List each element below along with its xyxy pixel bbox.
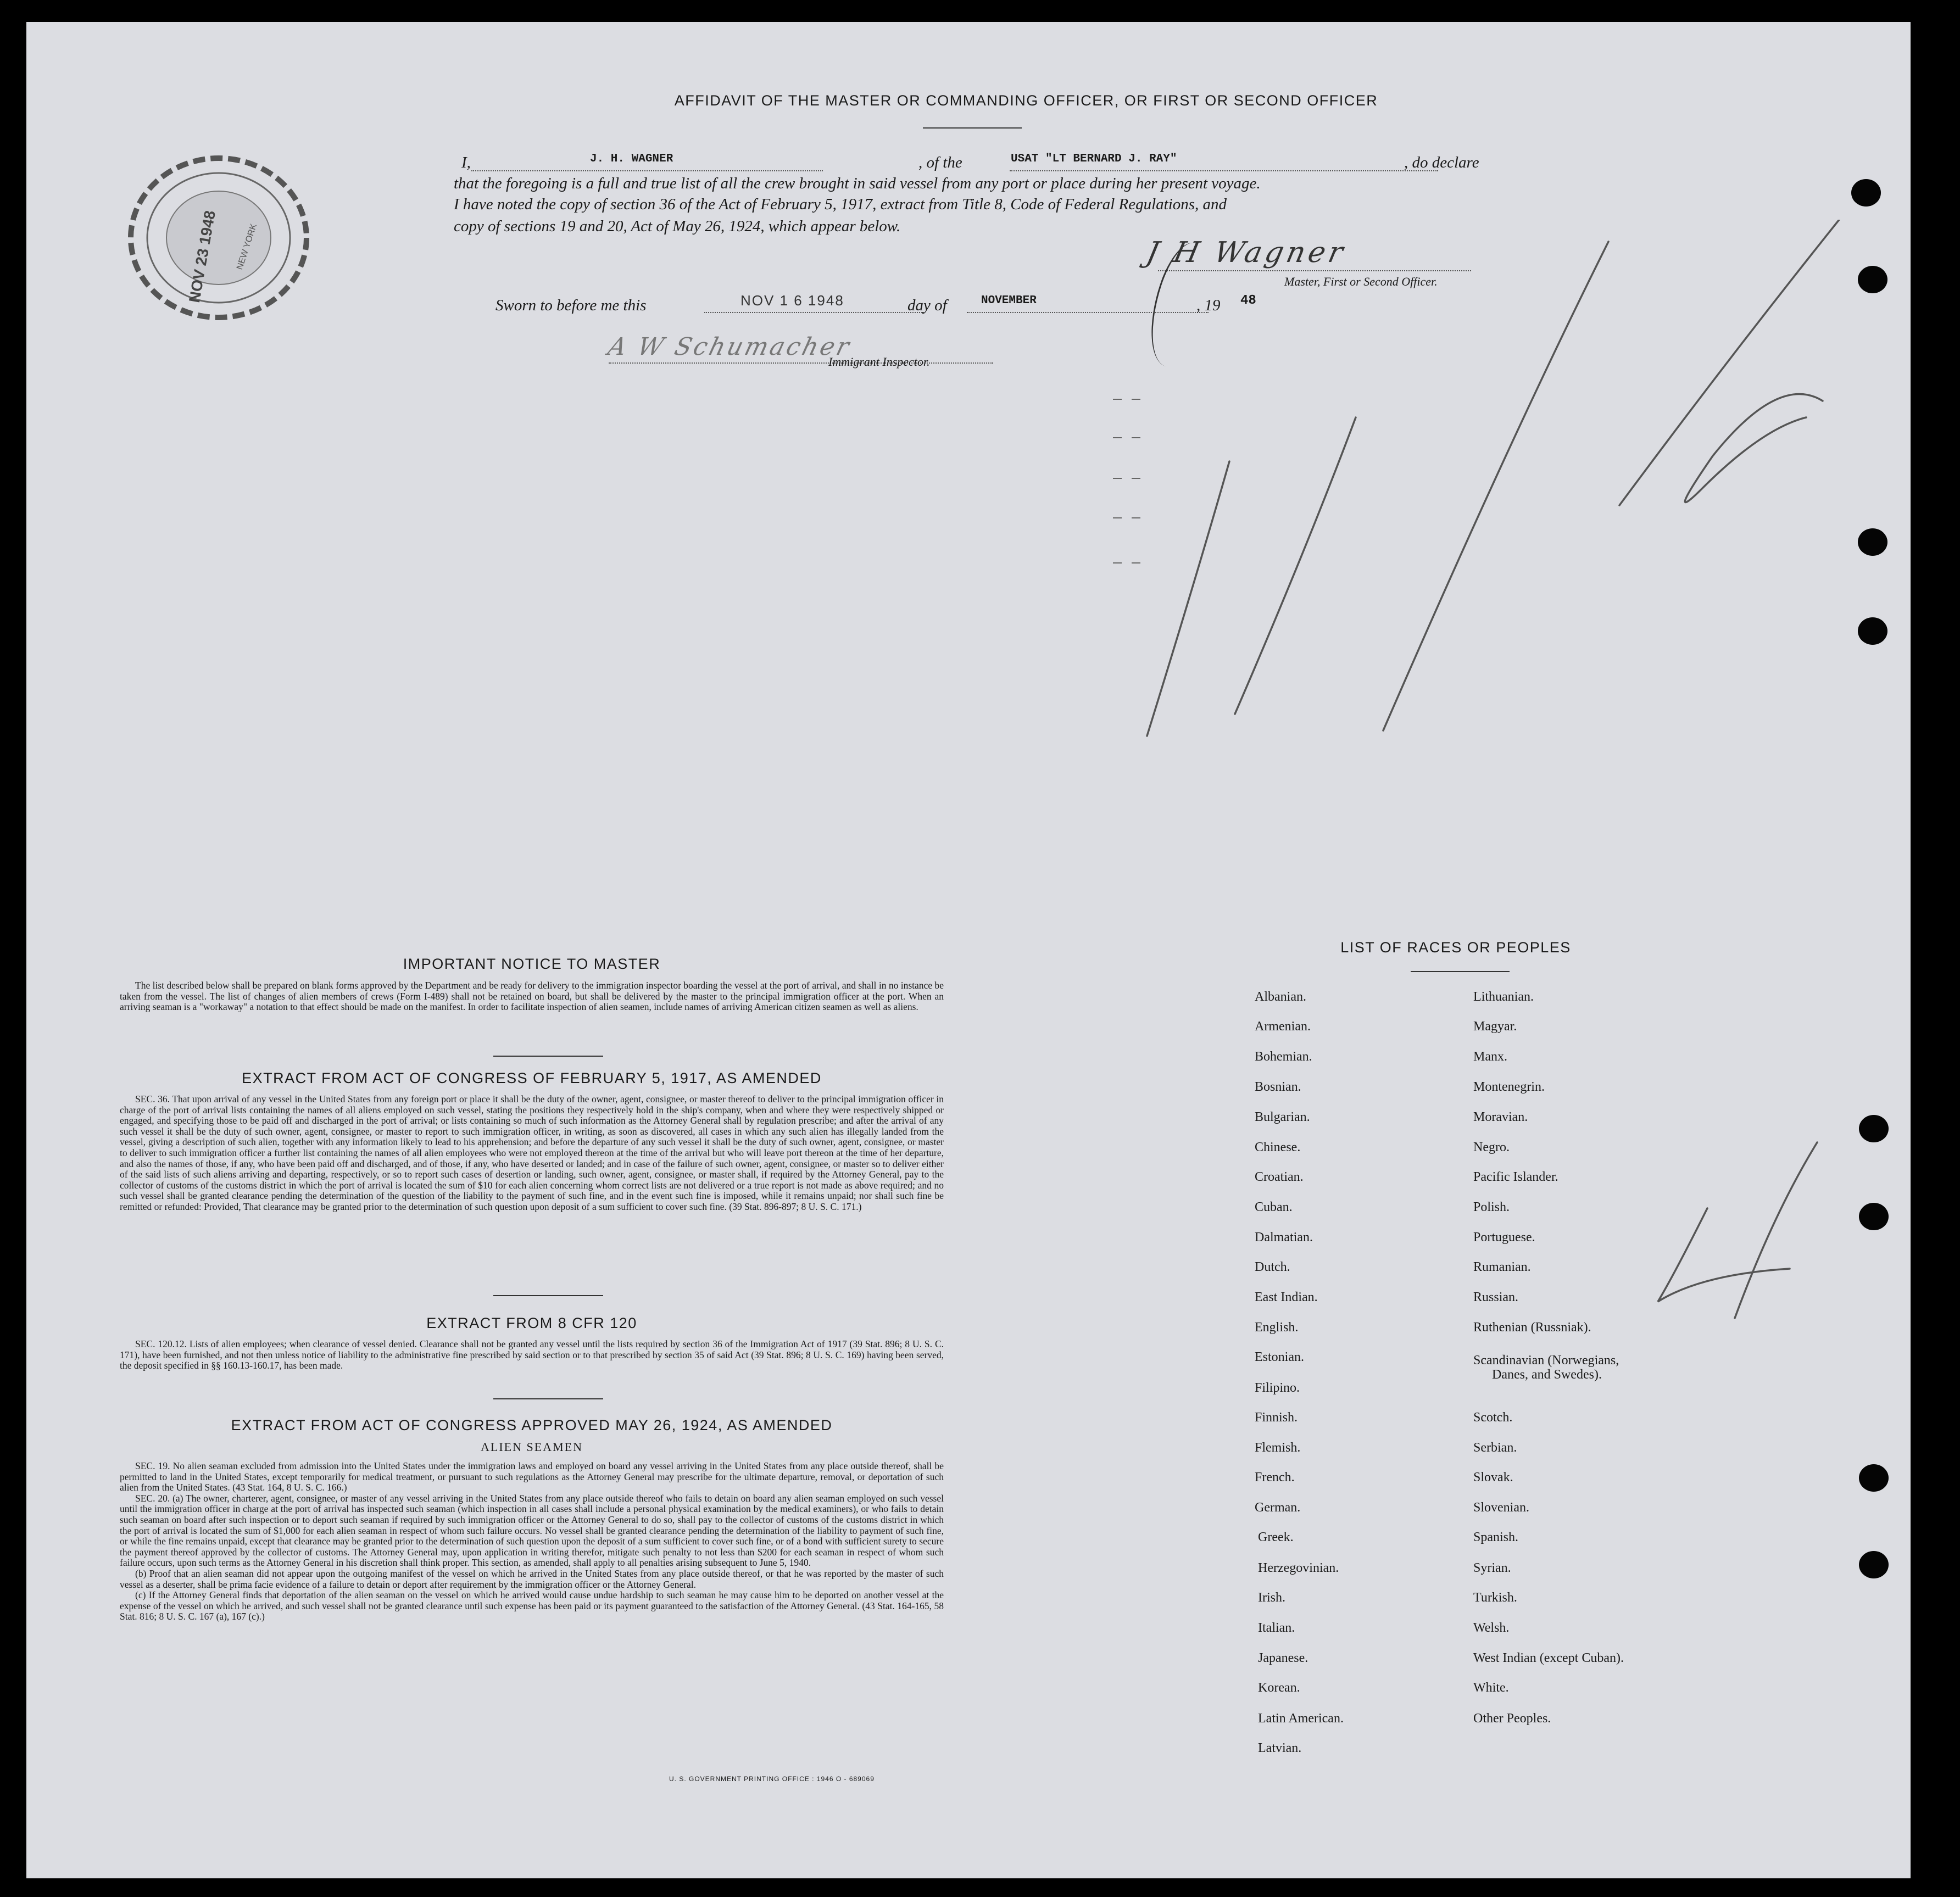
punch-hole [1858, 266, 1887, 293]
race-item: Montenegrin. [1473, 1080, 1545, 1094]
race-item: Manx. [1473, 1050, 1507, 1064]
race-item: Portuguese. [1473, 1230, 1535, 1245]
race-item: Japanese. [1258, 1651, 1308, 1665]
extract-cfr-title: EXTRACT FROM 8 CFR 120 [426, 1315, 637, 1331]
race-item: Pacific Islander. [1473, 1170, 1558, 1184]
inspector-signature: A W Schumacher [605, 333, 854, 361]
master-name: J. H. WAGNER [590, 153, 673, 165]
race-item: Bohemian. [1255, 1050, 1312, 1064]
affidavit-line-2: that the foregoing is a full and true list of all the crew brought in said vessel from any port or place during her present voyage. [454, 175, 1261, 192]
extract-cfr-text: SEC. 120.12. Lists of alien employees; when clearance of vessel denied. Clearance shall not be granted any vessel until the lists required by section 36 of the Immigration Act of 1917 (39 Stat. 896; 8 U. S. C. 171), have been furnished, and not then unless notice of liability to the administrative fine prescribed by said section or to that prescribed by section 35 of said Act (39 Stat. 896; 8 U. S. C. 169) having been served, the deposit specified in §§ 160.13-160.17, has been made. [120, 1338, 944, 1371]
title-rule [923, 127, 1022, 129]
race-item: Korean. [1258, 1681, 1300, 1695]
section-20b-paragraph: (b) Proof that an alien seaman did not appear upon the outgoing manifest of the vessel on which he arrived in the United States from any place outside thereof, or that he was reported by the master of such vessel as a deserter, shall be prima facie evidence of a failure to detain or deport after requirement by the immigration officer or the Attorney General. [120, 1567, 944, 1590]
punch-hole [1859, 1115, 1889, 1142]
sworn-date-stamp: NOV 1 6 1948 [740, 292, 844, 309]
punch-hole [1858, 617, 1887, 645]
year-suffix: 48 [1240, 293, 1256, 308]
inspector-caption: Immigrant Inspector. [828, 355, 930, 369]
race-item: Negro. [1473, 1140, 1510, 1154]
race-item: Serbian. [1473, 1441, 1517, 1455]
immigration-stamp [125, 153, 312, 323]
document-page [26, 22, 1911, 1878]
race-item: Irish. [1258, 1591, 1285, 1605]
race-item: Moravian. [1473, 1110, 1528, 1124]
race-item: Croatian. [1255, 1170, 1304, 1184]
affidavit-title: AFFIDAVIT OF THE MASTER OR COMMANDING OFFICER, OR FIRST OR SECOND OFFICER [674, 92, 1378, 109]
race-item: Danes, and Swedes). [1492, 1368, 1602, 1382]
race-item: Bosnian. [1255, 1080, 1301, 1094]
punch-hole [1851, 179, 1881, 207]
race-item: White. [1473, 1681, 1509, 1695]
section-rule [493, 1295, 603, 1296]
race-item: Syrian. [1473, 1561, 1511, 1575]
race-item: Finnish. [1255, 1410, 1298, 1425]
year-prefix: , 19 [1196, 297, 1221, 314]
race-item: Lithuanian. [1473, 990, 1534, 1004]
race-item: Flemish. [1255, 1441, 1301, 1455]
race-item: Armenian. [1255, 1019, 1311, 1034]
affidavit-line-3: I have noted the copy of section 36 of the Act of February 5, 1917, extract from Title 8, Code of Federal Regulations, and [454, 196, 1227, 213]
notice-text: The list described below shall be prepared on blank forms approved by the Department and be ready for delivery to the immigration inspector boarding the vessel at the port of arrival, and shall in no instance be taken from the vessel. The list of changes of alien members of crews (Form I-489) shall not be retained on board, but shall be delivered by the master to the principal immigration officer at the port. When an arriving seaman is a "workaway" a notation to that effect should be made on the manifest. In order to facilitate inspection of alien seamen, include names of arriving American citizen seamen as well as aliens. [120, 980, 944, 1013]
master-caption: Master, First or Second Officer. [1284, 275, 1438, 288]
race-item: West Indian (except Cuban). [1473, 1651, 1624, 1665]
race-item: French. [1255, 1470, 1295, 1485]
alien-seamen-subtitle: ALIEN SEAMEN [481, 1440, 583, 1454]
dash-mark [1113, 399, 1122, 400]
race-item: Other Peoples. [1473, 1711, 1551, 1726]
extract-1924-text [120, 1461, 944, 1622]
affidavit-line-4: copy of sections 19 and 20, Act of May 26, 1924, which appear below. [454, 217, 901, 235]
race-item: Estonian. [1255, 1350, 1304, 1364]
stamp-place: NEW YORK [235, 222, 259, 271]
race-item: German. [1255, 1500, 1301, 1515]
handwritten-four-mark [1608, 1131, 1839, 1329]
race-item: Herzegovinian. [1258, 1561, 1339, 1575]
race-item: Scandinavian (Norwegians, [1473, 1353, 1619, 1368]
race-item: Latvian. [1258, 1741, 1302, 1755]
handwritten-number-mark [1125, 220, 1872, 769]
master-name-line [471, 170, 823, 171]
sworn-month: NOVEMBER [981, 294, 1037, 307]
extract-1917-title: EXTRACT FROM ACT OF CONGRESS OF FEBRUARY 5, 1917, AS AMENDED [242, 1070, 822, 1086]
master-signature: J H Wagner [1143, 236, 1349, 269]
sworn-label: Sworn to before me this [495, 297, 647, 314]
race-item: Scotch. [1473, 1410, 1513, 1425]
race-item: Dalmatian. [1255, 1230, 1313, 1245]
of-the-label: , of the [918, 154, 962, 171]
i-label: I, [461, 154, 471, 171]
dash-mark [1113, 562, 1122, 563]
race-item: Slovenian. [1473, 1500, 1529, 1515]
race-item: Latin American. [1258, 1711, 1344, 1726]
punch-hole [1858, 528, 1887, 556]
race-item: Cuban. [1255, 1200, 1293, 1214]
race-item: English. [1255, 1320, 1299, 1335]
day-of-label: day of [907, 297, 947, 314]
dash-mark [1113, 437, 1122, 438]
race-item: Rumanian. [1473, 1260, 1531, 1274]
race-item: Russian. [1473, 1290, 1519, 1304]
race-item: East Indian. [1255, 1290, 1318, 1304]
race-item: Polish. [1473, 1200, 1510, 1214]
race-item: Italian. [1258, 1621, 1295, 1635]
vessel-name: USAT "LT BERNARD J. RAY" [1011, 153, 1177, 165]
race-item: Greek. [1258, 1530, 1294, 1544]
vessel-line [1010, 170, 1438, 171]
race-item: Ruthenian (Russniak). [1473, 1320, 1591, 1335]
inspector-line [609, 362, 993, 364]
do-declare-label: , do declare [1404, 154, 1479, 171]
extract-1924-title: EXTRACT FROM ACT OF CONGRESS APPROVED MAY 26, 1924, AS AMENDED [231, 1417, 833, 1433]
punch-hole [1859, 1464, 1889, 1492]
race-item: Albanian. [1255, 990, 1306, 1004]
printer-imprint: U. S. GOVERNMENT PRINTING OFFICE : 1946 O - 689069 [669, 1775, 875, 1783]
sworn-date-line [704, 312, 924, 313]
races-title: LIST OF RACES OR PEOPLES [1340, 939, 1571, 956]
races-rule [1411, 971, 1510, 972]
notice-title: IMPORTANT NOTICE TO MASTER [403, 956, 661, 972]
section-rule [493, 1056, 603, 1057]
section-20a-paragraph: SEC. 20. (a) The owner, charterer, agent, consignee, or master of any vessel arriving in the United States from any place outside thereof who fails to detain on board any alien seaman employed on such vessel until the immigration officer in charge at the port of arrival has inspected such seaman (which inspection in all cases shall include a personal physical examination by the medical examiners), or who fails to detain such seaman on board after such inspection or to deport such seaman if required by such immigration officer or the Attorney General to do so, shall pay to the collector of customs of the customs district in which the port of arrival is located the sum of $1,000 for each alien seaman in respect of whom such failure occurs. No vessel shall be granted clearance pending the determination of the liability to payment of such fine, or while the fine remains unpaid, except that clearance may be granted prior to the determination of such question upon the deposit of a sum sufficient to cover such fine, or of a bond with sufficient surety to secure the payment thereof approved by the collector of customs. The Attorney General may, upon application in writing therefor, mitigate such penalty to not less than $200 for each seaman in respect of whom such failure occurs, upon such terms as the Attorney General in his discretion shall think proper. This section, as amended, shall apply to all penalties arising subsequent to June 5, 1940. [120, 1492, 944, 1569]
race-item: Filipino. [1255, 1381, 1300, 1395]
race-item: Turkish. [1473, 1591, 1517, 1605]
section-19-paragraph: SEC. 19. No alien seaman excluded from admission into the United States under the immigration laws and employed on board any vessel arriving in the United States from any place outside thereof, shall be permitted to land in the United States, except temporarily for medical treatment, or pursuant to such regulations as the Attorney General may prescribe for the ultimate departure, removal, or deportation of such alien from the United States. (43 Stat. 164, 8 U. S. C. 166.) [120, 1460, 944, 1493]
section-20c-paragraph: (c) If the Attorney General finds that deportation of the alien seaman on the vessel on which he arrived would cause undue hardship to such seaman he may cause him to be deported on another vessel at the expense of the vessel on which he arrived, and such vessel shall not be granted clearance until such expense has been paid or its payment guaranteed to the satisfaction of the Attorney General. (43 Stat. 164-165, 58 Stat. 816; 8 U. S. C. 167 (a), 167 (c).) [120, 1589, 944, 1622]
race-item: Slovak. [1473, 1470, 1513, 1485]
section-rule [493, 1398, 603, 1399]
race-item: Magyar. [1473, 1019, 1517, 1034]
punch-hole [1859, 1551, 1889, 1578]
race-item: Dutch. [1255, 1260, 1290, 1274]
race-item: Bulgarian. [1255, 1110, 1310, 1124]
dash-mark [1113, 478, 1122, 479]
race-item: Spanish. [1473, 1530, 1519, 1544]
stamp-date: NOV 23 1948 [186, 209, 219, 304]
extract-1917-text: SEC. 36. That upon arrival of any vessel in the United States from any foreign port or place it shall be the duty of the owner, agent, consignee, or master thereof to deliver to the principal immigration officer in charge of the port of arrival lists containing the names of all aliens employed on such vessel, stating the positions they respectively hold in the ship's company, when and where they were respectively shipped or engaged, and specifying those to be paid off and discharged in the port of arrival; or lists containing so much of such information as the Attorney General shall by regulation prescribe; and after the arrival of any such vessel it shall be the duty of such owner, agent, consignee, or master to report to such immigration officer, in writing, as soon as discovered, all cases in which any such alien has illegally landed from the vessel, giving a description of such alien, together with any information likely to lead to his apprehension; and before the departure of any such vessel it shall be the duty of such owner, agent, consignee, or master to deliver to such immigration officer a further list containing the names of all alien employees who were not employed thereon at the time of the arrival but who will leave port thereon at the time of her departure, and also the names of those, if any, who have been paid off and discharged, and of those, if any, who have deserted or landed; and in case of the failure of such owner, agent, consignee, or master so to deliver either of the said lists of such aliens arriving and departing, respectively, or so to report such cases of desertion or landing, such owner, agent, consignee, or master shall, if required by the Attorney General, pay to the collector of customs of the customs district in which the port of arrival is located the sum of $10 for each alien concerning whom correct lists are not delivered or a true report is not made as above required; and no such vessel shall be granted clearance pending the determination of the question of the liability to the payment of such fine, and in the event such fine is imposed, while it remains unpaid; nor shall such fine be remitted or refunded: Provided, That clearance may be granted prior to the determination of such question upon deposit of a sum sufficient to cover such fine. (39 Stat. 896-897; 8 U. S. C. 171.) [120, 1093, 944, 1212]
dash-mark [1113, 517, 1122, 518]
race-item: Welsh. [1473, 1621, 1510, 1635]
punch-hole [1859, 1203, 1889, 1230]
race-item: Chinese. [1255, 1140, 1301, 1154]
